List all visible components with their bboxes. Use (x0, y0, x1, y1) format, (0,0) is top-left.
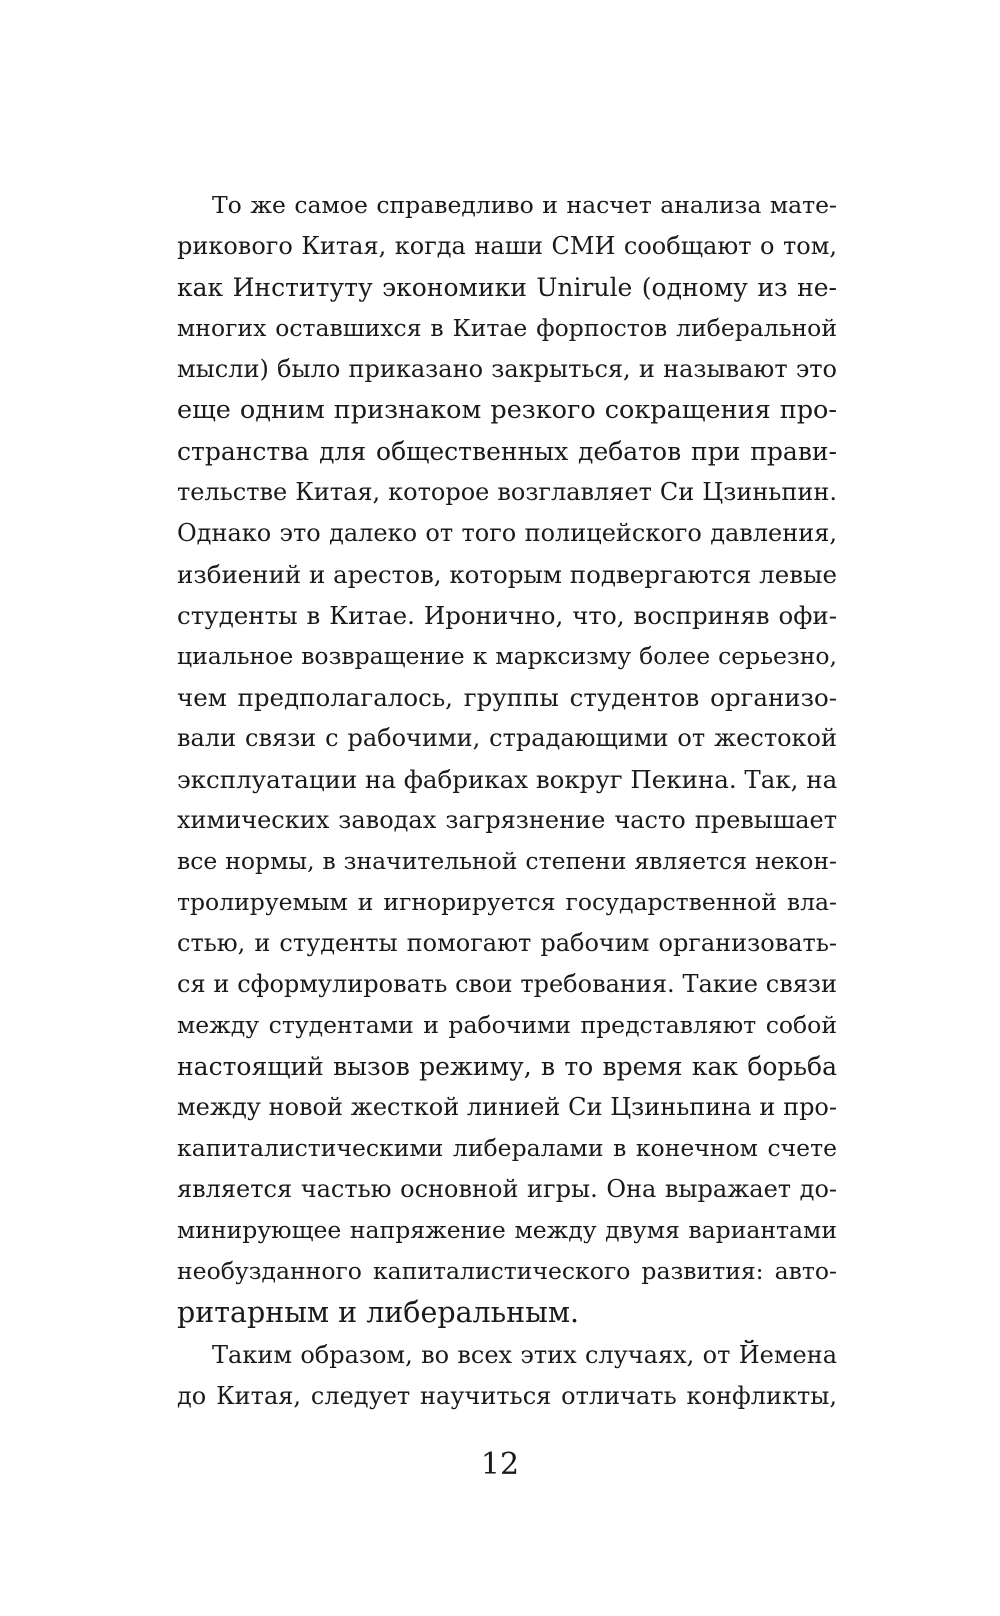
text-line: химических заводах загрязнение часто превышает (177, 806, 837, 834)
text-line: эксплуатации на фабриках вокруг Пекина. Так, на (177, 765, 838, 794)
text-line: между новой жесткой линией Си Цзиньпина и про- (177, 1093, 837, 1121)
text-line: настоящий вызов режиму, в то время как борьба (177, 1052, 837, 1081)
text-line: циальное возвращение к марксизму более серьезно, (177, 642, 837, 670)
text-line: Однако это далеко от того полицейского давления, (177, 519, 837, 547)
text-line: тролируемым и игнорируется государственной вла- (177, 888, 837, 916)
text-line: То же самое справедливо и насчет анализа мате- (212, 191, 837, 219)
text-line: является частью основной игры. Она выражает до- (177, 1175, 837, 1203)
text-line: еще одним признаком резкого сокращения про- (177, 395, 837, 425)
text-line: как Институту экономики Unirule (одному из не- (177, 273, 837, 302)
text-line: избиений и арестов, которым подвергаются левые (177, 560, 838, 589)
text-line: тельстве Китая, которое возглавляет Си Цзиньпин. (177, 478, 837, 506)
text-line: чем предполагалось, группы студентов организо- (177, 683, 837, 712)
text-line: ся и сформулировать свои требования. Такие связи (177, 970, 837, 998)
text-line: между студентами и рабочими представляют собой (177, 1011, 837, 1039)
text-line: студенты в Китае. Иронично, что, восприняв офи- (177, 601, 837, 630)
paragraph-2 (177, 1335, 837, 1417)
text-line: ритарным и либеральным. (177, 1296, 580, 1329)
text-line: Таким образом, во всех этих случаях, от Йемена (212, 1341, 837, 1369)
body-text (177, 185, 837, 1417)
text-line: до Китая, следует научиться отличать конфликты, (177, 1382, 837, 1410)
text-line: минирующее напряжение между двумя вариантами (177, 1216, 837, 1244)
text-line: многих оставшихся в Китае форпостов либеральной (177, 314, 837, 342)
text-line: мысли) было приказано закрыться, и называют это (177, 355, 837, 383)
text-line: необузданного капиталистического развития: авто- (177, 1257, 837, 1285)
paragraph-1 (177, 185, 837, 1333)
text-line: вали связи с рабочими, страдающими от жестокой (177, 724, 837, 752)
page-number: 12 (480, 1447, 520, 1482)
text-line: капиталистическими либералами в конечном счете (177, 1134, 837, 1162)
text-line: стью, и студенты помогают рабочим организовать- (177, 929, 837, 957)
text-line: странства для общественных дебатов при прави- (177, 437, 837, 466)
text-line: рикового Китая, когда наши СМИ сообщают о том, (177, 232, 837, 260)
text-line: все нормы, в значительной степени является некон- (177, 847, 837, 875)
